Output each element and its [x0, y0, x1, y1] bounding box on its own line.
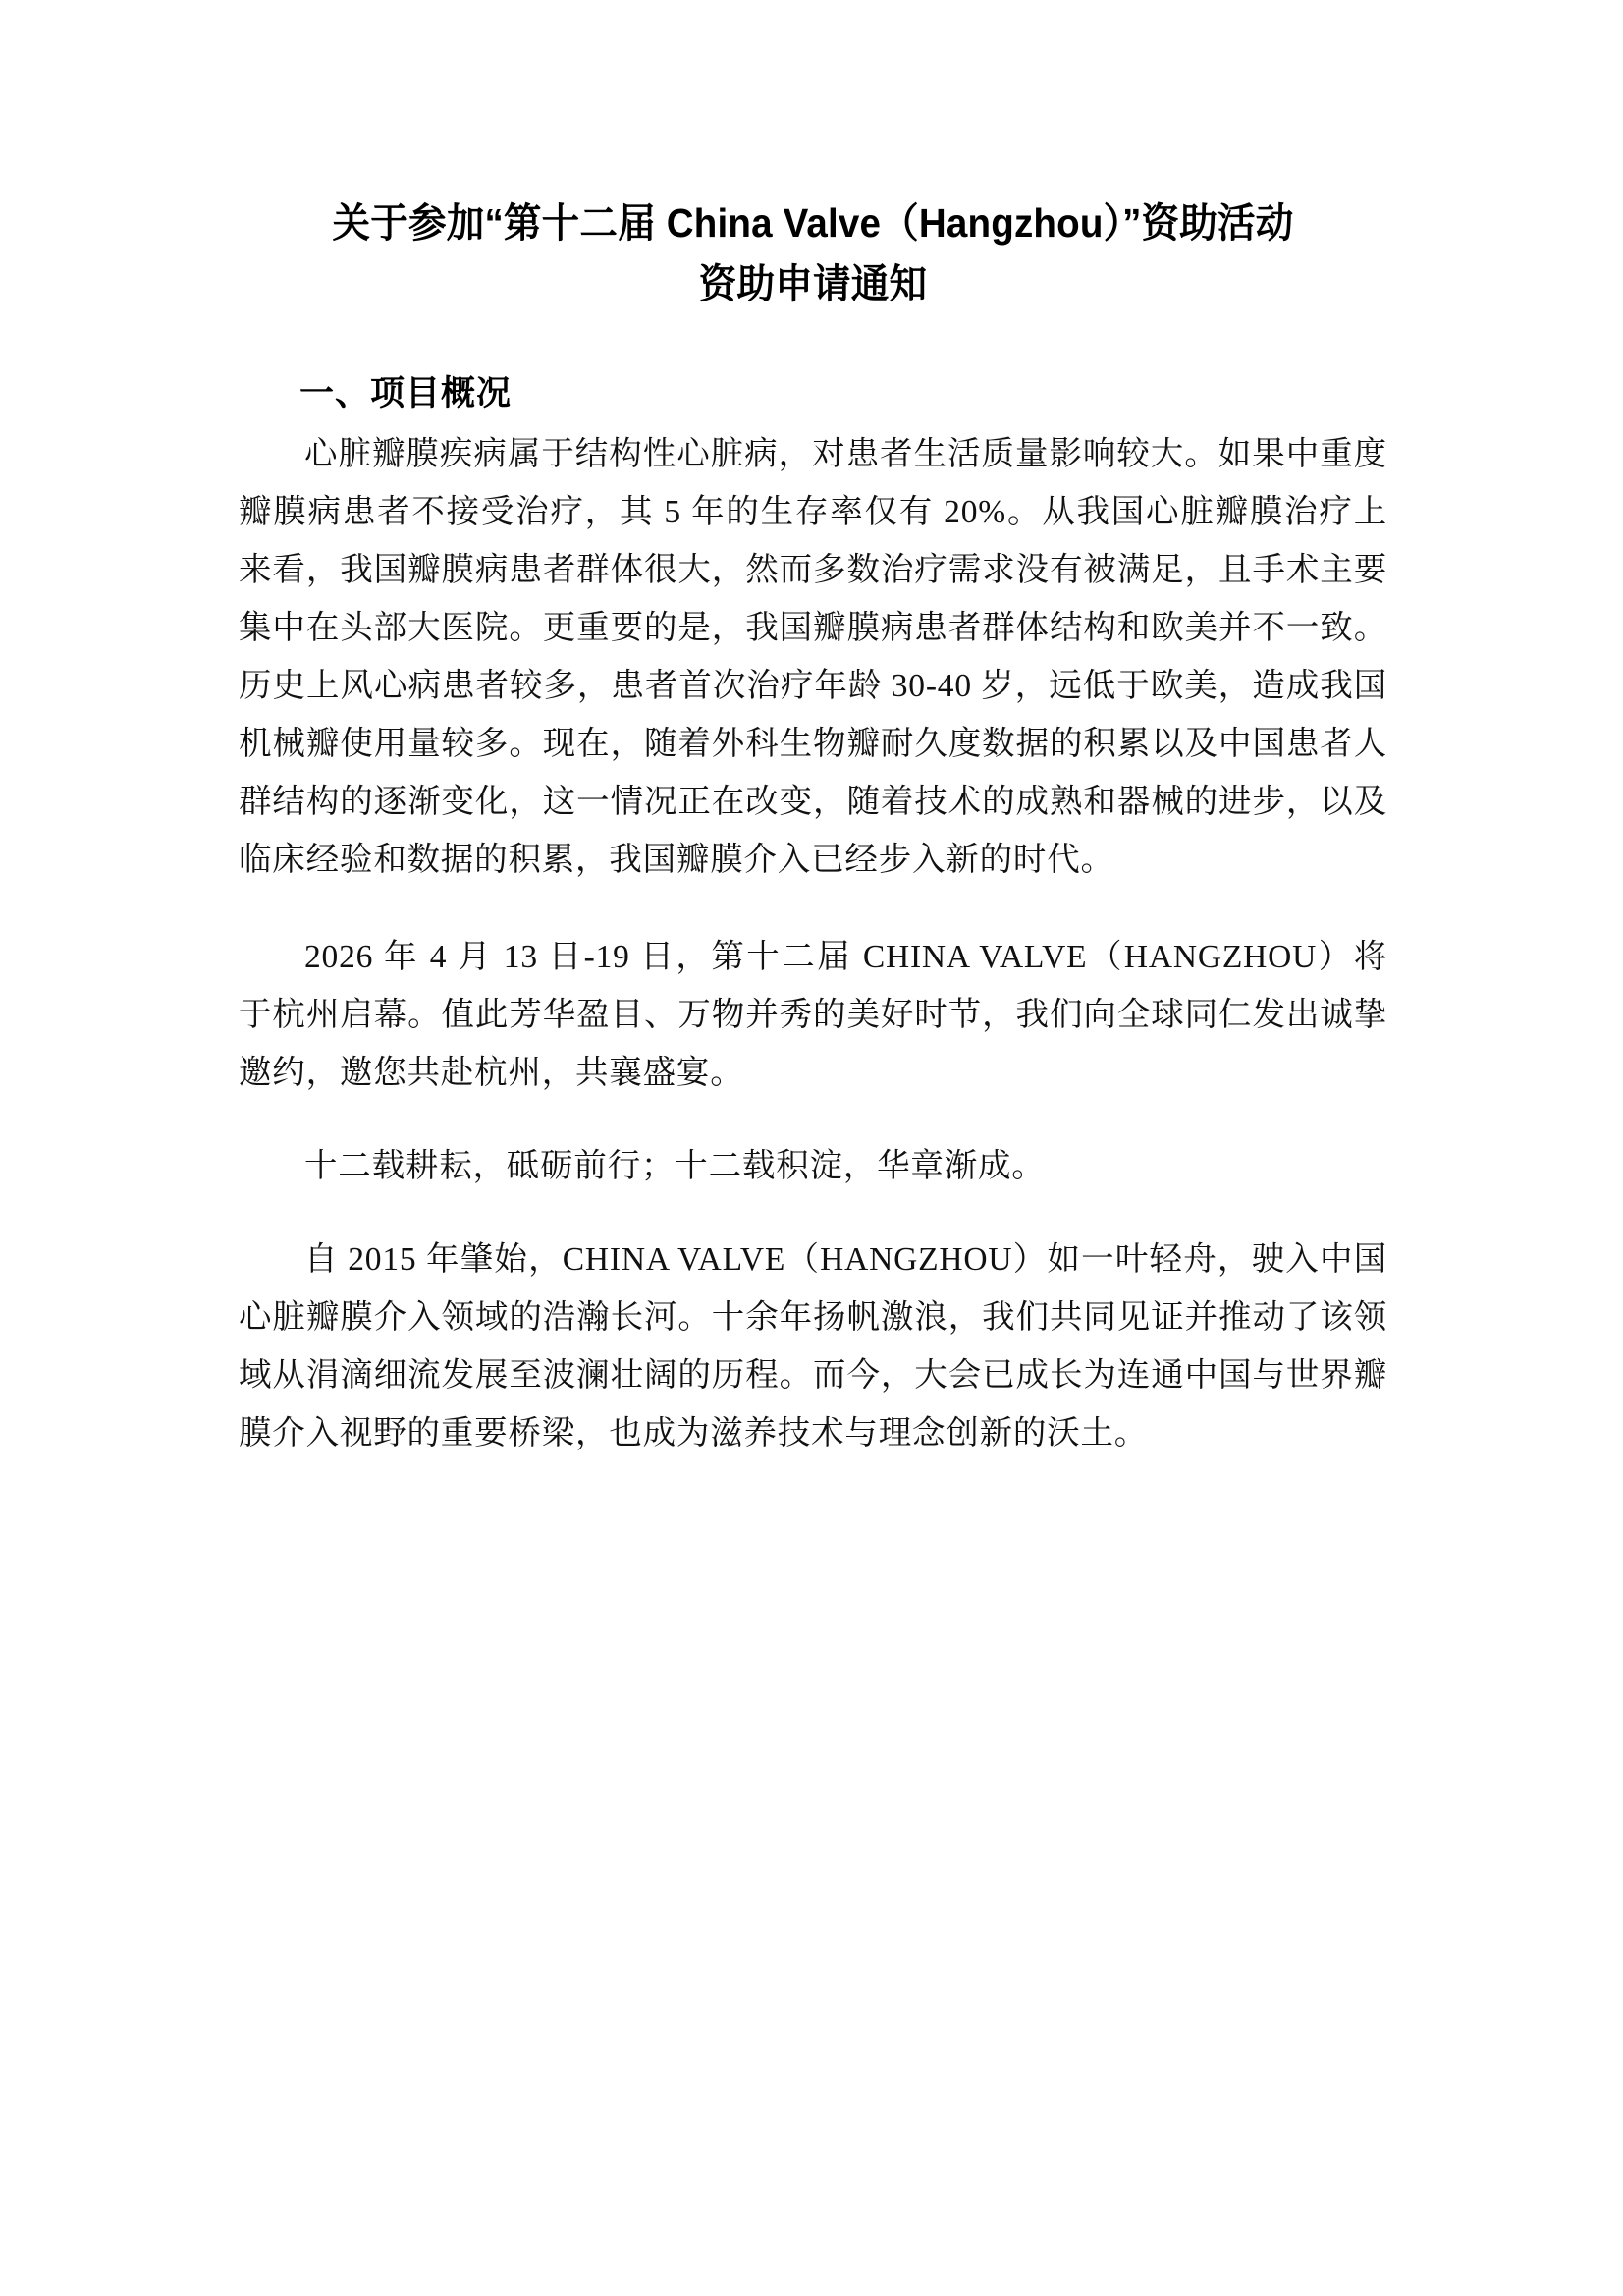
paragraph-event-dates: 2026 年 4 月 13 日-19 日，第十二届 CHINA VALVE（HANGZHOU）将于杭州启幕。值此芳华盈目、万物并秀的美好时节，我们向全球同仁发出诚挚邀约，邀您共赴杭州，共襄盛宴。: [239, 939, 1387, 1092]
document-title-line-2: 资助申请通知: [698, 261, 928, 307]
document-title: [273, 192, 1353, 315]
section-heading-overview: 一、项目概况: [299, 373, 513, 412]
paragraph-overview-intro: 心脏瓣膜疾病属于结构性心脏病，对患者生活质量影响较大。如果中重度瓣膜病患者不接受治疗，其 5 年的生存率仅有 20%。从我国心脏瓣膜治疗上来看，我国瓣膜病患者群体很大，然而多数治疗需求没有被满足，且手术主要集中在头部大医院。更重要的是，我国瓣膜病患者群体结构和欧美并不一致。历史上风心病患者较多，患者首次治疗年龄 30-40 岁，远低于欧美，造成我国机械瓣使用量较多。现在，随着外科生物瓣耐久度数据的积累以及中国患者人群结构的逐渐变化，这一情况正在改变，随着技术的成熟和器械的进步，以及临床经验和数据的积累，我国瓣膜介入已经步入新的时代。: [239, 436, 1387, 879]
paragraph-slogan: 十二载耕耘，砥砺前行；十二载积淀，华章渐成。: [304, 1148, 1046, 1185]
document-title-line-1: 关于参加“第十二届 China Valve（Hangzhou）”资助活动: [332, 200, 1294, 246]
document-content: [239, 192, 1387, 1462]
paragraph-history: 自 2015 年肇始，CHINA VALVE（HANGZHOU）如一叶轻舟，驶入中国心脏瓣膜介入领域的浩瀚长河。十余年扬帆激浪，我们共同见证并推动了该领域从涓滴细流发展至波澜壮阔的历程。而今，大会已成长为连通中国与世界瓣膜介入视野的重要桥梁，也成为滋养技术与理念创新的沃土。: [239, 1241, 1387, 1452]
